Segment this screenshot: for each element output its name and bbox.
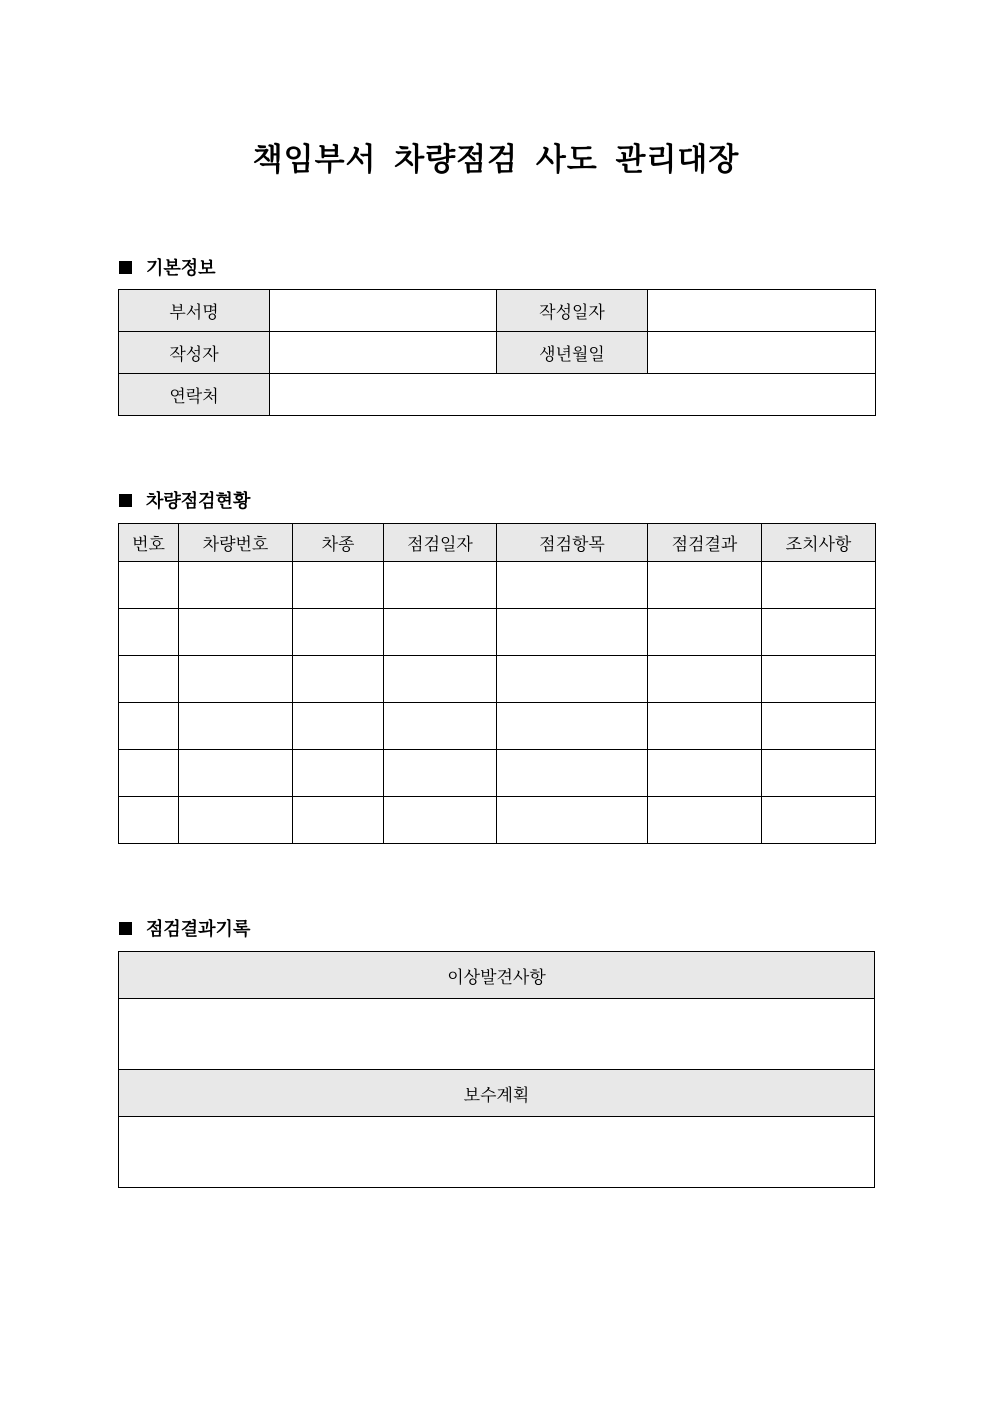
table-cell[interactable] xyxy=(293,609,384,656)
table-cell[interactable] xyxy=(648,750,762,797)
repair-plan-label: 보수계획 xyxy=(119,1070,875,1117)
contact-field[interactable] xyxy=(270,374,876,416)
table-cell[interactable] xyxy=(119,797,179,844)
written-date-label: 작성일자 xyxy=(497,290,648,332)
table-cell[interactable] xyxy=(648,703,762,750)
page-title: 책임부서 차량점검 사도 관리대장 xyxy=(252,142,740,178)
column-header-action-taken: 조치사항 xyxy=(762,524,876,562)
issues-label: 이상발견사항 xyxy=(119,952,875,999)
table-cell[interactable] xyxy=(648,562,762,609)
table-cell[interactable] xyxy=(384,562,497,609)
table-cell[interactable] xyxy=(648,609,762,656)
birth-date-label: 생년월일 xyxy=(497,332,648,374)
column-header-inspection-result: 점검결과 xyxy=(648,524,762,562)
table-cell[interactable] xyxy=(497,609,648,656)
table-cell[interactable] xyxy=(179,609,293,656)
column-header-vehicle-number: 차량번호 xyxy=(179,524,293,562)
table-cell[interactable] xyxy=(179,656,293,703)
section-heading-vehicle-inspection xyxy=(119,487,250,513)
table-row xyxy=(119,750,876,797)
table-cell[interactable] xyxy=(179,750,293,797)
contact-label: 연락처 xyxy=(119,374,270,416)
table-cell[interactable] xyxy=(762,703,876,750)
table-cell[interactable] xyxy=(119,562,179,609)
table-cell[interactable] xyxy=(762,609,876,656)
table-row xyxy=(119,703,876,750)
department-field[interactable] xyxy=(270,290,497,332)
author-label: 작성자 xyxy=(119,332,270,374)
table-cell[interactable] xyxy=(119,750,179,797)
section-heading-basic-info xyxy=(119,254,216,280)
table-cell[interactable] xyxy=(384,609,497,656)
table-cell[interactable] xyxy=(762,797,876,844)
table-cell[interactable] xyxy=(762,656,876,703)
table-cell[interactable] xyxy=(384,656,497,703)
square-bullet-icon xyxy=(119,494,132,507)
basic-info-table xyxy=(118,289,876,416)
section-title: 차량점검현황 xyxy=(146,491,251,512)
author-field[interactable] xyxy=(270,332,497,374)
repair-plan-field[interactable] xyxy=(119,1117,875,1188)
table-cell[interactable] xyxy=(497,750,648,797)
table-cell[interactable] xyxy=(179,562,293,609)
table-cell[interactable] xyxy=(179,703,293,750)
table-row xyxy=(119,797,876,844)
table-row xyxy=(119,562,876,609)
department-label: 부서명 xyxy=(119,290,270,332)
vehicle-inspection-table xyxy=(118,523,876,844)
column-header-vehicle-type: 차종 xyxy=(293,524,384,562)
table-cell[interactable] xyxy=(119,609,179,656)
table-cell[interactable] xyxy=(293,703,384,750)
table-row xyxy=(119,656,876,703)
table-cell[interactable] xyxy=(762,750,876,797)
table-cell[interactable] xyxy=(497,562,648,609)
table-cell[interactable] xyxy=(179,797,293,844)
table-cell[interactable] xyxy=(384,797,497,844)
table-cell[interactable] xyxy=(497,797,648,844)
table-cell[interactable] xyxy=(497,703,648,750)
table-cell[interactable] xyxy=(384,750,497,797)
table-cell[interactable] xyxy=(762,562,876,609)
table-cell[interactable] xyxy=(384,703,497,750)
section-title: 점검결과기록 xyxy=(146,919,251,940)
section-title: 기본정보 xyxy=(146,258,216,279)
birth-date-field[interactable] xyxy=(648,332,876,374)
inspection-record-table xyxy=(118,951,875,1188)
table-cell[interactable] xyxy=(293,656,384,703)
section-heading-inspection-record xyxy=(119,915,250,941)
table-cell[interactable] xyxy=(293,750,384,797)
issues-field[interactable] xyxy=(119,999,875,1070)
written-date-field[interactable] xyxy=(648,290,876,332)
column-header-inspection-item: 점검항목 xyxy=(497,524,648,562)
square-bullet-icon xyxy=(119,261,132,274)
square-bullet-icon xyxy=(119,922,132,935)
table-cell[interactable] xyxy=(119,703,179,750)
column-header-number: 번호 xyxy=(119,524,179,562)
table-cell[interactable] xyxy=(648,656,762,703)
table-cell[interactable] xyxy=(293,562,384,609)
table-cell[interactable] xyxy=(497,656,648,703)
column-header-inspection-date: 점검일자 xyxy=(384,524,497,562)
table-cell[interactable] xyxy=(648,797,762,844)
table-cell[interactable] xyxy=(293,797,384,844)
table-row xyxy=(119,609,876,656)
table-cell[interactable] xyxy=(119,656,179,703)
